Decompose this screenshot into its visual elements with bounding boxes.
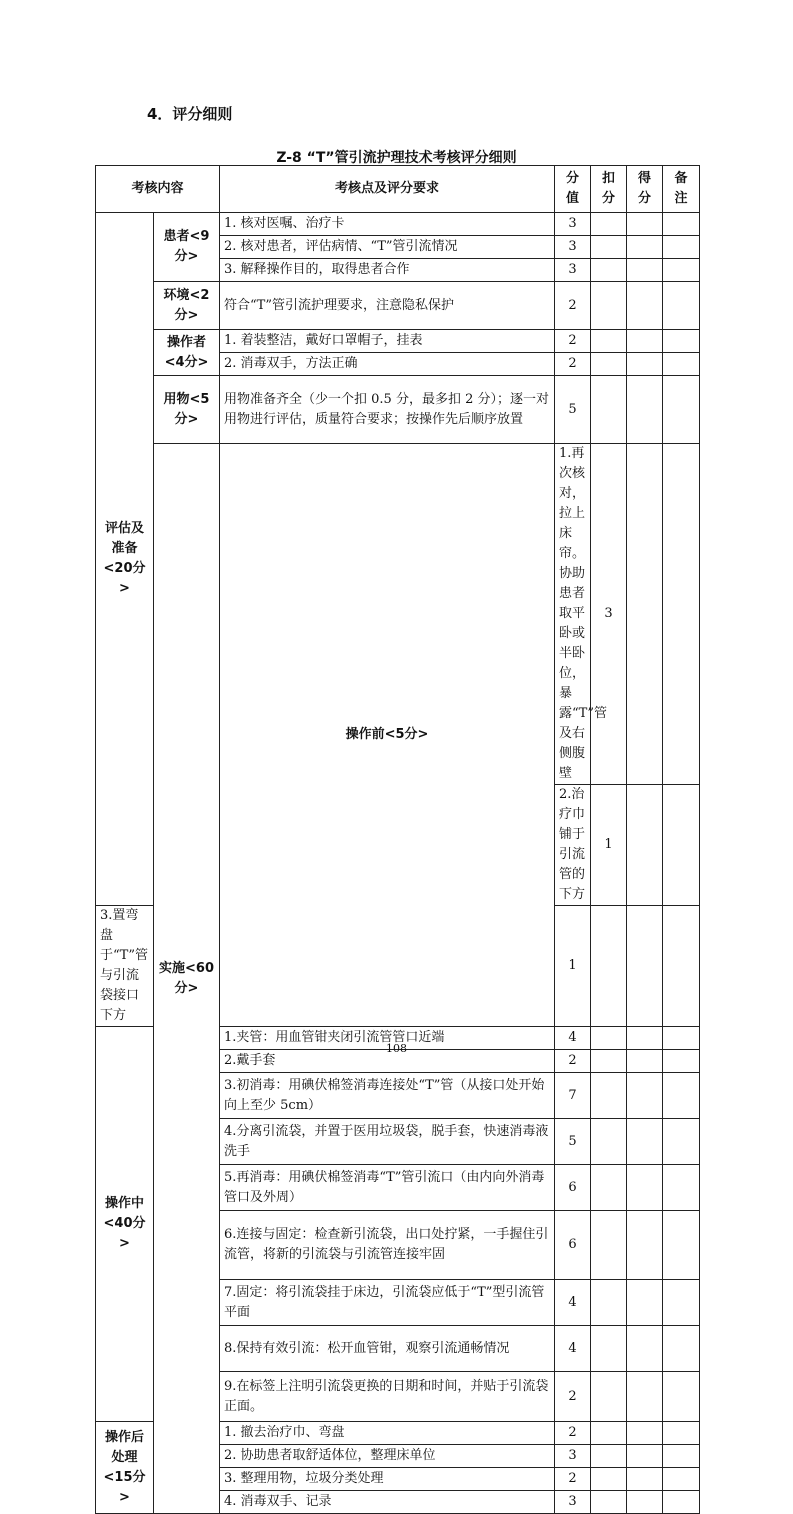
- requirement-cell: 3. 解释操作目的，取得患者合作: [220, 259, 555, 282]
- got-cell[interactable]: [627, 282, 663, 330]
- got-cell[interactable]: [627, 353, 663, 376]
- deduct-cell[interactable]: [591, 1491, 627, 1514]
- requirement-cell: 1. 撤去治疗巾、弯盘: [220, 1422, 555, 1445]
- table-row: [96, 376, 700, 444]
- score-cell: 3: [555, 236, 591, 259]
- note-cell[interactable]: [663, 330, 700, 353]
- table-row: [96, 444, 700, 785]
- score-cell: 5: [555, 1119, 591, 1165]
- got-cell[interactable]: [627, 1211, 663, 1280]
- note-cell[interactable]: [663, 282, 700, 330]
- requirement-cell: 2. 核对患者，评估病情、“T”管引流情况: [220, 236, 555, 259]
- deduct-cell[interactable]: [627, 444, 663, 785]
- col-header-content: 考核内容: [96, 166, 220, 213]
- requirement-cell: 2. 消毒双手，方法正确: [220, 353, 555, 376]
- table-row: [96, 330, 700, 353]
- score-cell: 4: [555, 1027, 591, 1050]
- deduct-cell[interactable]: [591, 259, 627, 282]
- requirement-cell: 9.在标签上注明引流袋更换的日期和时间，并贴于引流袋正面。: [220, 1372, 555, 1422]
- deduct-cell[interactable]: [591, 1165, 627, 1211]
- requirement-cell: 4. 消毒双手、记录: [220, 1491, 555, 1514]
- note-cell[interactable]: [663, 1280, 700, 1326]
- group-cell: 操作者<4分>: [154, 330, 220, 376]
- score-cell: 6: [555, 1211, 591, 1280]
- requirement-cell: 6.连接与固定：检查新引流袋，出口处拧紧，一手握住引流管，将新的引流袋与引流管连接牢固: [220, 1211, 555, 1280]
- col-header-deduct: 扣分: [591, 166, 627, 213]
- note-cell[interactable]: [663, 1372, 700, 1422]
- deduct-cell[interactable]: [591, 1422, 627, 1445]
- got-cell[interactable]: [627, 1372, 663, 1422]
- requirement-cell: 2.戴手套: [220, 1050, 555, 1073]
- header-row: [96, 166, 700, 213]
- requirement-cell: 5.再消毒：用碘伏棉签消毒“T”管引流口（由内向外消毒管口及外周）: [220, 1165, 555, 1211]
- note-cell[interactable]: [663, 353, 700, 376]
- requirement-cell: 1.再次核对，拉上床帘。协助患者取平卧或半卧位，暴露“T”管及右侧腹壁: [555, 444, 591, 785]
- requirement-cell: 2. 协助患者取舒适体位，整理床单位: [220, 1445, 555, 1468]
- deduct-cell[interactable]: [591, 376, 627, 444]
- table-row: [96, 282, 700, 330]
- col-header-requirements: 考核点及评分要求: [220, 166, 555, 213]
- got-cell[interactable]: [663, 444, 700, 785]
- got-cell[interactable]: [627, 1422, 663, 1445]
- scoring-table: [95, 165, 700, 1514]
- deduct-cell[interactable]: [591, 1326, 627, 1372]
- group-cell: 操作后处理<15分>: [96, 1422, 154, 1514]
- requirement-cell: 7.固定：将引流袋挂于床边，引流袋应低于“T”型引流管平面: [220, 1280, 555, 1326]
- note-cell[interactable]: [663, 1073, 700, 1119]
- got-cell[interactable]: [627, 1073, 663, 1119]
- col-header-note: 备注: [663, 166, 700, 213]
- score-cell: 7: [555, 1073, 591, 1119]
- deduct-cell[interactable]: [591, 1372, 627, 1422]
- deduct-cell[interactable]: [591, 1468, 627, 1491]
- group-cell: 操作中<40分>: [96, 1027, 154, 1422]
- deduct-cell[interactable]: [591, 906, 627, 1027]
- deduct-cell[interactable]: [591, 1445, 627, 1468]
- page-number: 108: [386, 1042, 407, 1055]
- got-cell[interactable]: [627, 1491, 663, 1514]
- note-cell[interactable]: [663, 1468, 700, 1491]
- score-cell: 6: [555, 1165, 591, 1211]
- deduct-cell[interactable]: [591, 1073, 627, 1119]
- deduct-cell[interactable]: [591, 1119, 627, 1165]
- score-cell: 3: [555, 213, 591, 236]
- score-cell: 2: [555, 353, 591, 376]
- requirement-cell: 3. 整理用物，垃圾分类处理: [220, 1468, 555, 1491]
- deduct-cell[interactable]: [591, 1280, 627, 1326]
- requirement-cell: 1.夹管：用血管钳夹闭引流管管口近端: [220, 1027, 555, 1050]
- got-cell[interactable]: [627, 376, 663, 444]
- requirement-cell: 用物准备齐全（少一个扣 0.5 分，最多扣 2 分）；逐一对用物进行评估，质量符合要求；按操作先后顺序放置: [220, 376, 555, 444]
- deduct-cell[interactable]: [591, 353, 627, 376]
- score-cell: 3: [591, 444, 627, 785]
- score-cell: 3: [555, 1491, 591, 1514]
- note-cell[interactable]: [663, 906, 700, 1027]
- note-cell[interactable]: [663, 236, 700, 259]
- deduct-cell[interactable]: [591, 1211, 627, 1280]
- note-cell[interactable]: [663, 1119, 700, 1165]
- got-cell[interactable]: [663, 785, 700, 906]
- deduct-cell[interactable]: [591, 236, 627, 259]
- section-heading: 4．评分细则: [147, 105, 233, 123]
- deduct-cell[interactable]: [591, 282, 627, 330]
- col-header-got: 得分: [627, 166, 663, 213]
- score-cell: 1: [555, 906, 591, 1027]
- score-cell: 2: [555, 1372, 591, 1422]
- deduct-cell[interactable]: [591, 330, 627, 353]
- score-cell: 2: [555, 1050, 591, 1073]
- table-row: [96, 213, 700, 236]
- got-cell[interactable]: [627, 1445, 663, 1468]
- got-cell[interactable]: [627, 1119, 663, 1165]
- section-cell: 实施<60分>: [154, 444, 220, 1514]
- score-cell: 1: [591, 785, 627, 906]
- score-cell: 2: [555, 1468, 591, 1491]
- group-cell: 环境<2分>: [154, 282, 220, 330]
- got-cell[interactable]: [627, 1326, 663, 1372]
- requirement-cell: 3.置弯盘于“T”管与引流袋接口下方: [96, 906, 154, 1027]
- requirement-cell: 4.分离引流袋，并置于医用垃圾袋，脱手套，快速消毒液洗手: [220, 1119, 555, 1165]
- note-cell[interactable]: [663, 1326, 700, 1372]
- col-header-score: 分值: [555, 166, 591, 213]
- requirement-cell: 符合“T”管引流护理要求，注意隐私保护: [220, 282, 555, 330]
- note-cell[interactable]: [663, 213, 700, 236]
- requirement-cell: 3.初消毒：用碘伏棉签消毒连接处“T”管（从接口处开始向上至少 5cm）: [220, 1073, 555, 1119]
- note-cell[interactable]: [663, 376, 700, 444]
- got-cell[interactable]: [627, 213, 663, 236]
- got-cell[interactable]: [627, 1468, 663, 1491]
- note-cell[interactable]: [663, 1211, 700, 1280]
- group-cell: 患者<9分>: [154, 213, 220, 282]
- score-cell: 2: [555, 282, 591, 330]
- note-cell[interactable]: [663, 1165, 700, 1211]
- group-cell: 用物<5分>: [154, 376, 220, 444]
- requirement-cell: 1. 着装整洁，戴好口罩帽子，挂表: [220, 330, 555, 353]
- score-cell: 2: [555, 330, 591, 353]
- score-cell: 2: [555, 1422, 591, 1445]
- requirement-cell: 8.保持有效引流：松开血管钳，观察引流通畅情况: [220, 1326, 555, 1372]
- score-cell: 3: [555, 259, 591, 282]
- got-cell[interactable]: [627, 259, 663, 282]
- got-cell[interactable]: [627, 1165, 663, 1211]
- section-cell: 评估及准备<20分>: [96, 213, 154, 906]
- requirement-cell: 1. 核对医嘱、治疗卡: [220, 213, 555, 236]
- score-cell: 4: [555, 1280, 591, 1326]
- score-cell: 5: [555, 376, 591, 444]
- got-cell[interactable]: [627, 330, 663, 353]
- table-title: Z-8 “T”管引流护理技术考核评分细则: [276, 150, 517, 166]
- score-cell: 4: [555, 1326, 591, 1372]
- got-cell[interactable]: [627, 1280, 663, 1326]
- got-cell[interactable]: [627, 236, 663, 259]
- deduct-cell[interactable]: [627, 785, 663, 906]
- note-cell[interactable]: [663, 1422, 700, 1445]
- note-cell[interactable]: [663, 259, 700, 282]
- requirement-cell: 2.治疗巾铺于引流管的下方: [555, 785, 591, 906]
- note-cell[interactable]: [663, 1491, 700, 1514]
- note-cell[interactable]: [663, 1445, 700, 1468]
- score-cell: 3: [555, 1445, 591, 1468]
- group-cell: 操作前<5分>: [220, 444, 555, 1027]
- deduct-cell[interactable]: [591, 213, 627, 236]
- got-cell[interactable]: [627, 906, 663, 1027]
